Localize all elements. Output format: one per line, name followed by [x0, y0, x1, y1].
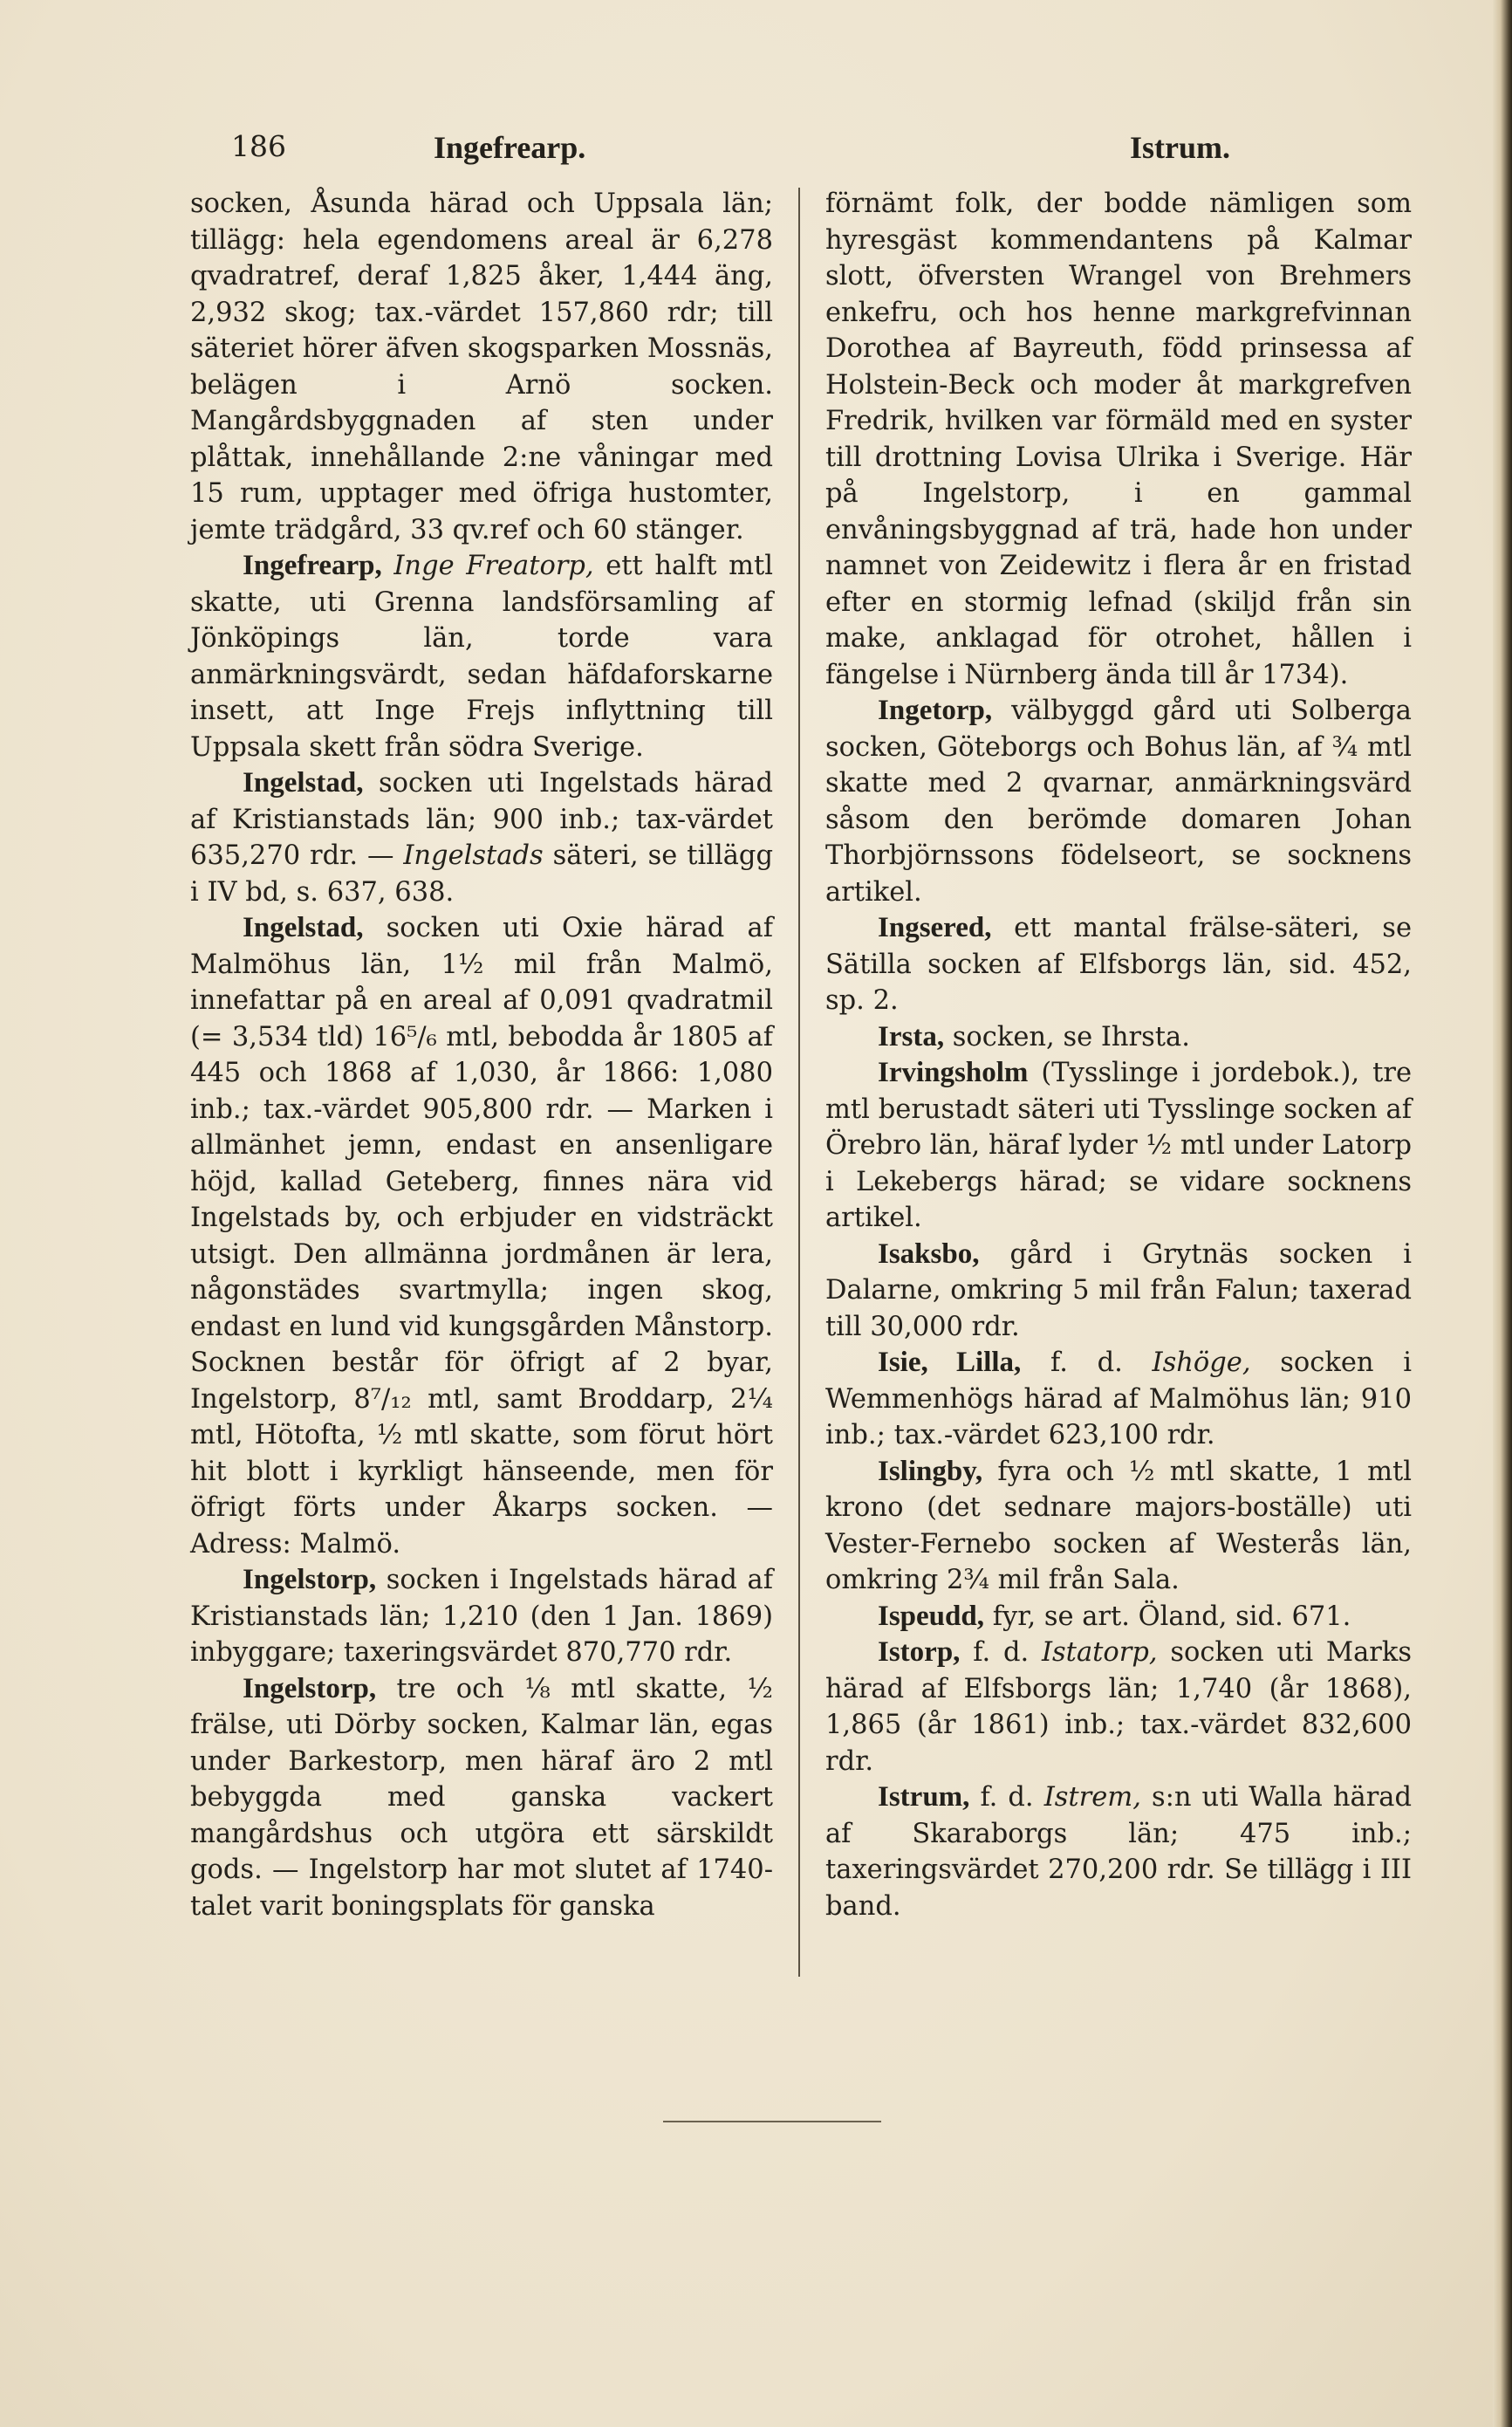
headword: Ingetorp,	[878, 695, 993, 726]
entry-ingefrearp: Ingefrearp, Inge Freatorp, ett halft mtl skatte, uti Grenna landsförsamling af Jönköpings län, torde vara anmärkningsvärdt, sedan häfdaforskarne insett, att Inge Frejs inflyttning till Uppsala skett från södra Sverige.	[190, 550, 774, 763]
entry-ingetorp: Ingetorp, välbyggd gård uti Solberga socken, Göteborgs och Bohus län, af ¾ mtl skatte med 2 qvarnar, anmärkningsvärd såsom den berömde domaren Johan Thorbjörnssons födelseort, se socknens artikel.	[825, 695, 1412, 908]
headword: Ingelstorp,	[243, 1672, 377, 1704]
entry-continuation: socken, Åsunda härad och Uppsala län; tillägg: hela egendomens areal är 6,278 qvadratref, deraf 1,825 åker, 1,444 äng, 2,932 skog; tax.-värdet 157,860 rdr; till säteriet hörer äfven skogsparken Mossnäs, belägen i Arnö socken. Mangårdsbyggnaden af sten under plåttak, innehållande 2:ne våningar med 15 rum, upptager med öfriga hustomter, jemte trädgård, 33 qv.ref och 60 stänger.	[190, 189, 773, 545]
header-right-word: Istrum.	[1130, 130, 1230, 165]
running-header	[183, 129, 1230, 169]
headword: Ingelstad,	[243, 767, 364, 799]
entry-irsta: Irsta, socken, se Ihrsta.	[878, 1020, 1190, 1052]
page-edge	[1493, 0, 1512, 2427]
bottom-rule	[663, 2121, 881, 2122]
page-number: 186	[231, 129, 286, 163]
right-column	[825, 186, 1412, 1924]
entry-ingelstad-1: Ingelstad, socken uti Ingelstads härad af Kristianstads län; 900 inb.; tax-värdet 635,270 rdr. — Ingelstads säteri, se tillägg i IV bd, s. 637, 638.	[190, 767, 773, 908]
entry-ingelstorp-1: Ingelstorp, socken i Ingelstads härad af Kristianstads län; 1,210 (den 1 Jan. 1869) inbyggare; taxeringsvärdet 870,770 rdr.	[190, 1564, 773, 1668]
headword: Irsta,	[878, 1020, 945, 1052]
entry-ingelstorp-2: Ingelstorp, tre och ⅛ mtl skatte, ½ frälse, uti Dörby socken, Kalmar län, egas under Barkestorp, men häraf äro 2 mtl bebyggda med ganska vackert mangårdshus och utgöra ett särskildt gods. — Ingelstorp har mot slutet af 1740-talet varit boningsplats för ganska	[190, 1672, 773, 1922]
entry-islingby: Islingby, fyra och ½ mtl skatte, 1 mtl krono (det sednare majors-boställe) uti Vester-Fernebo socken af Westerås län, omkring 2¾ mil från Sala.	[825, 1455, 1412, 1595]
entry-istorp: Istorp, f. d. Istatorp, socken uti Marks härad af Elfsborgs län; 1,740 (år 1868), 1,865 (år 1861) inb.; tax.-värdet 832,600 rdr.	[825, 1636, 1413, 1777]
entry-isie-lilla: Isie, Lilla, f. d. Ishöge, socken i Wemmenhögs härad af Malmöhus län; 910 inb.; tax.-värdet 623,100 rdr.	[825, 1347, 1412, 1450]
headword: Istrum,	[878, 1781, 970, 1813]
entry-ingelstad-2: Ingelstad, socken uti Oxie härad af Malmöhus län, 1½ mil från Malmö, innefattar på en areal af 0,091 qvadratmil (= 3,534 tld) 16⁵/₆ mtl, bebodda år 1805 af 445 och 1868 af 1,030, år 1866: 1,080 inb.; tax.-värdet 905,800 rdr. — Marken i allmänhet jemn, endast en ansenligare höjd, kallad Geteberg, finnes nära vid Ingelstads by, och erbjuder en vidsträckt utsigt. Den allmänna jordmånen är lera, någonstädes svartmylla; ingen skog, endast en lund vid kungsgården Månstorp. Socknen består för öfrigt af 2 byar, Ingelstorp, 8⁷/₁₂ mtl, samt Broddarp, 2¼ mtl, Hötofta, ½ mtl skatte, som förut hört hit blott i kyrkligt hänseende, men för öfrigt förts under Åkarps socken. — Adress: Malmö.	[190, 912, 773, 1560]
headword: Ingelstad,	[243, 912, 364, 943]
headword: Istorp,	[878, 1636, 961, 1668]
column-divider	[798, 188, 800, 1977]
entry-ispeudd: Ispeudd, fyr, se art. Öland, sid. 671.	[878, 1600, 1351, 1632]
headword: Irvingsholm	[878, 1057, 1029, 1088]
headword: Isaksbo,	[878, 1237, 980, 1270]
headword: Ingelstorp,	[243, 1564, 377, 1595]
headword: Islingby,	[878, 1455, 983, 1487]
entry-ingsered: Ingsered, ett mantal frälse-säteri, se Sätilla socken af Elfsborgs län, sid. 452, sp. 2.	[825, 912, 1412, 1016]
header-left-word: Ingefrearp.	[434, 130, 586, 165]
entry-istrum: Istrum, f. d. Istrem, s:n uti Walla härad af Skaraborgs län; 475 inb.; taxeringsvärdet 270,200 rdr. Se tillägg i III band.	[825, 1781, 1412, 1922]
headword: Ingsered,	[878, 912, 992, 943]
left-column	[190, 186, 773, 1924]
headword: Ingefrearp,	[243, 550, 382, 581]
headword: Ispeudd,	[878, 1600, 984, 1632]
entry-continuation: förnämt folk, der bodde nämligen som hyresgäst kommendantens på Kalmar slott, öfversten Wrangel von Brehmers enkefru, och hos henne markgrefvinnan Dorothea af Bayreuth, född prinsessa af Holstein-Beck och moder åt markgrefven Fredrik, hvilken var förmäld med en syster till drottning Lovisa Ulrika i Sverige. Här på Ingelstorp, i en gammal envåningsbyggnad af trä, hade hon under namnet von Zeidewitz i flera år en fristad efter en stormig lefnad (skiljd från sin make, anklagad för otrohet, hållen i fängelse i Nürnberg ända till år 1734).	[825, 189, 1412, 690]
headword: Isie, Lilla,	[878, 1347, 1022, 1378]
entry-irvingsholm: Irvingsholm (Tysslinge i jordebok.), tre mtl berustadt säteri uti Tysslinge socken af Örebro län, häraf lyder ½ mtl under Latorp i Lekebergs härad; se vidare socknens artikel.	[825, 1057, 1412, 1233]
entry-isaksbo: Isaksbo, gård i Grytnäs socken i Dalarne, omkring 5 mil från Falun; taxerad till 30,000 rdr.	[825, 1237, 1412, 1342]
